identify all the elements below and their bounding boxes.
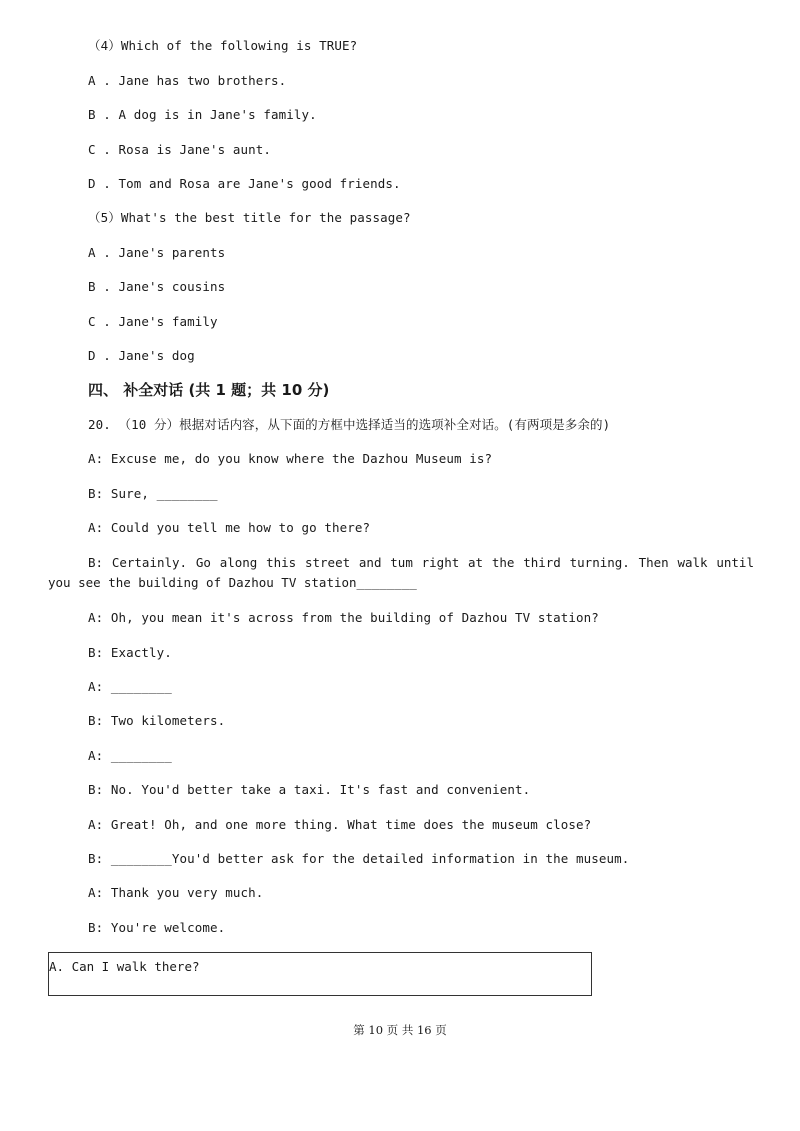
dialogue-line: A: Thank you very much. (88, 885, 264, 900)
dialogue-line: B: You're welcome. (88, 920, 226, 935)
dialogue-line: B: ________You'd better ask for the detailed information in the museum. (88, 851, 630, 866)
dialogue-line: B: Two kilometers. (88, 713, 226, 728)
dialogue-line: A: Could you tell me how to go there? (88, 520, 371, 535)
question-4-option-d: D . Tom and Rosa are Jane's good friends. (88, 176, 401, 191)
dialogue-line: A: Oh, you mean it's across from the building of Dazhou TV station? (88, 610, 599, 625)
dialogue-line: B: Sure, ________ (88, 486, 218, 501)
page-footer: 第 10 页 共 16 页 (353, 1023, 447, 1037)
dialogue-line: A: Excuse me, do you know where the Dazhou Museum is? (88, 451, 493, 466)
question-5-stem: （5）What's the best title for the passage? (88, 210, 411, 225)
section-heading: 四、 补全对话 (共 1 题；共 10 分) (88, 381, 330, 399)
dialogue-line: B: No. You'd better take a taxi. It's fast and convenient. (88, 782, 531, 797)
question-5-option-a: A . Jane's parents (88, 245, 226, 260)
options-box (48, 952, 592, 996)
question-5-option-d: D . Jane's dog (88, 348, 195, 363)
question-4-option-a: A . Jane has two brothers. (88, 73, 287, 88)
question-4-option-c: C . Rosa is Jane's aunt. (88, 142, 272, 157)
dialogue-line: A: Great! Oh, and one more thing. What time does the museum close? (88, 817, 592, 832)
question-4-option-b: B . A dog is in Jane's family. (88, 107, 317, 122)
question-20-stem: 20. （10 分）根据对话内容，从下面的方框中选择适当的选项补全对话。(有两项是多余的) (88, 417, 611, 432)
dialogue-line: B: Certainly. Go along this street and tum right at the third turning. Then walk until you see the building of Dazhou TV station________ (48, 555, 754, 590)
dialogue-line: A: ________ (88, 748, 172, 763)
option-box-a: A. Can I walk there? (49, 959, 200, 974)
dialogue-line: A: ________ (88, 679, 172, 694)
question-4-stem: （4）Which of the following is TRUE? (88, 38, 358, 53)
question-5-option-c: C . Jane's family (88, 314, 218, 329)
question-5-option-b: B . Jane's cousins (88, 279, 226, 294)
dialogue-line: B: Exactly. (88, 645, 172, 660)
